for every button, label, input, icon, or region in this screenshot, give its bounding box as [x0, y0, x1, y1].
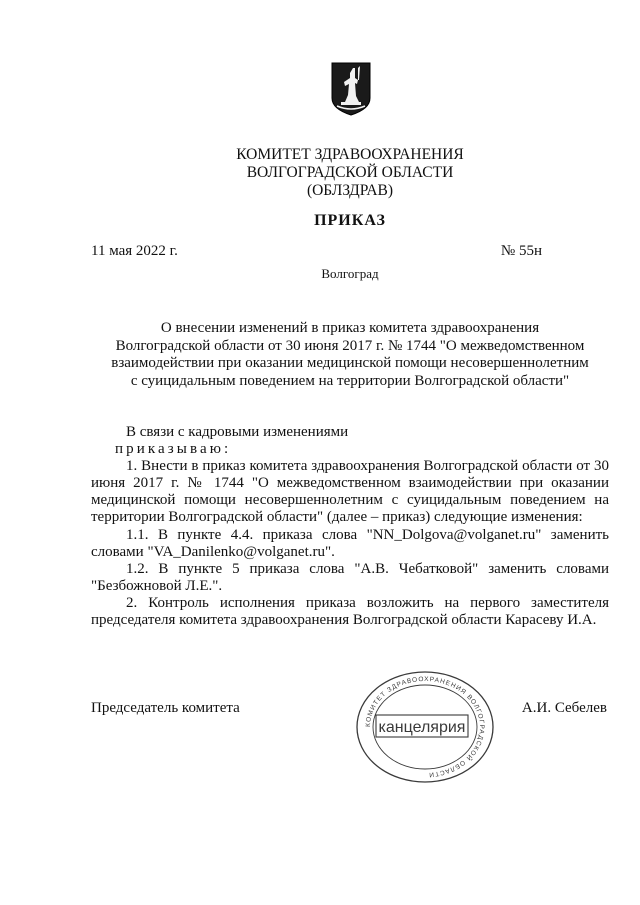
org-name-line1: КОМИТЕТ ЗДРАВООХРАНЕНИЯ: [236, 146, 464, 163]
coat-of-arms-icon: [331, 62, 371, 116]
subject-line4: с суицидальным поведением на территории Волгоградской области": [130, 372, 570, 389]
stamp-ring-text: КОМИТЕТ ЗДРАВООХРАНЕНИЯ ВОЛГОГРАДСКОЙ ОБЛАСТИ: [364, 675, 486, 778]
body-item-2: 2. Контроль исполнения приказа возложить на первого заместителя председателя комитета здравоохранения Волгоградской области Карасеву И.А.: [91, 594, 609, 629]
signature-role: Председатель комитета: [91, 700, 240, 716]
subject-line1: О внесении изменений в приказ комитета здравоохранения: [160, 320, 540, 336]
stamp-text: канцелярия: [378, 719, 466, 736]
document-city: Волгоград: [321, 266, 379, 281]
document-date: 11 мая 2022 г.: [91, 243, 178, 259]
org-name-line3: (ОБЛЗДРАВ): [306, 182, 394, 199]
subject-line3: взаимодействии при оказании медицинской помощи несовершеннолетним: [111, 355, 589, 371]
document-type: ПРИКАЗ: [314, 212, 386, 229]
signature-name: А.И. Себелев: [521, 700, 607, 716]
org-name-line2: ВОЛГОГРАДСКОЙ ОБЛАСТИ: [246, 164, 454, 181]
document-number: № 55н: [500, 243, 542, 259]
body-item-1: 1. Внести в приказ комитета здравоохранения Волгоградской области от 30 июня 2017 г. № 1744 "О межведомственном взаимодействии при оказании медицинской помощи несовершеннолетним с суицидальным поведением на территории Волгоградской области" (далее – приказ) следующие изменения:: [91, 458, 609, 526]
body-item-1-1: 1.1. В пункте 4.4. приказа слова "NN_Dolgova@volganet.ru" заменить словами "VA_Danilenko@volganet.ru".: [91, 526, 609, 560]
subject-line2: Волгоградской области от 30 июня 2017 г. № 1744 "О межведомственном: [115, 337, 585, 354]
office-stamp: [350, 667, 500, 787]
body-item-1-2: 1.2. В пункте 5 приказа слова "А.В. Чебатковой" заменить словами "Безбожновой Л.Е.".: [91, 560, 609, 594]
body-order-word: приказываю:: [115, 441, 232, 458]
body-intro: В связи с кадровыми изменениями: [126, 424, 349, 440]
document-subject: [100, 320, 600, 390]
document-body: [91, 424, 609, 629]
organization-header: [0, 146, 640, 200]
